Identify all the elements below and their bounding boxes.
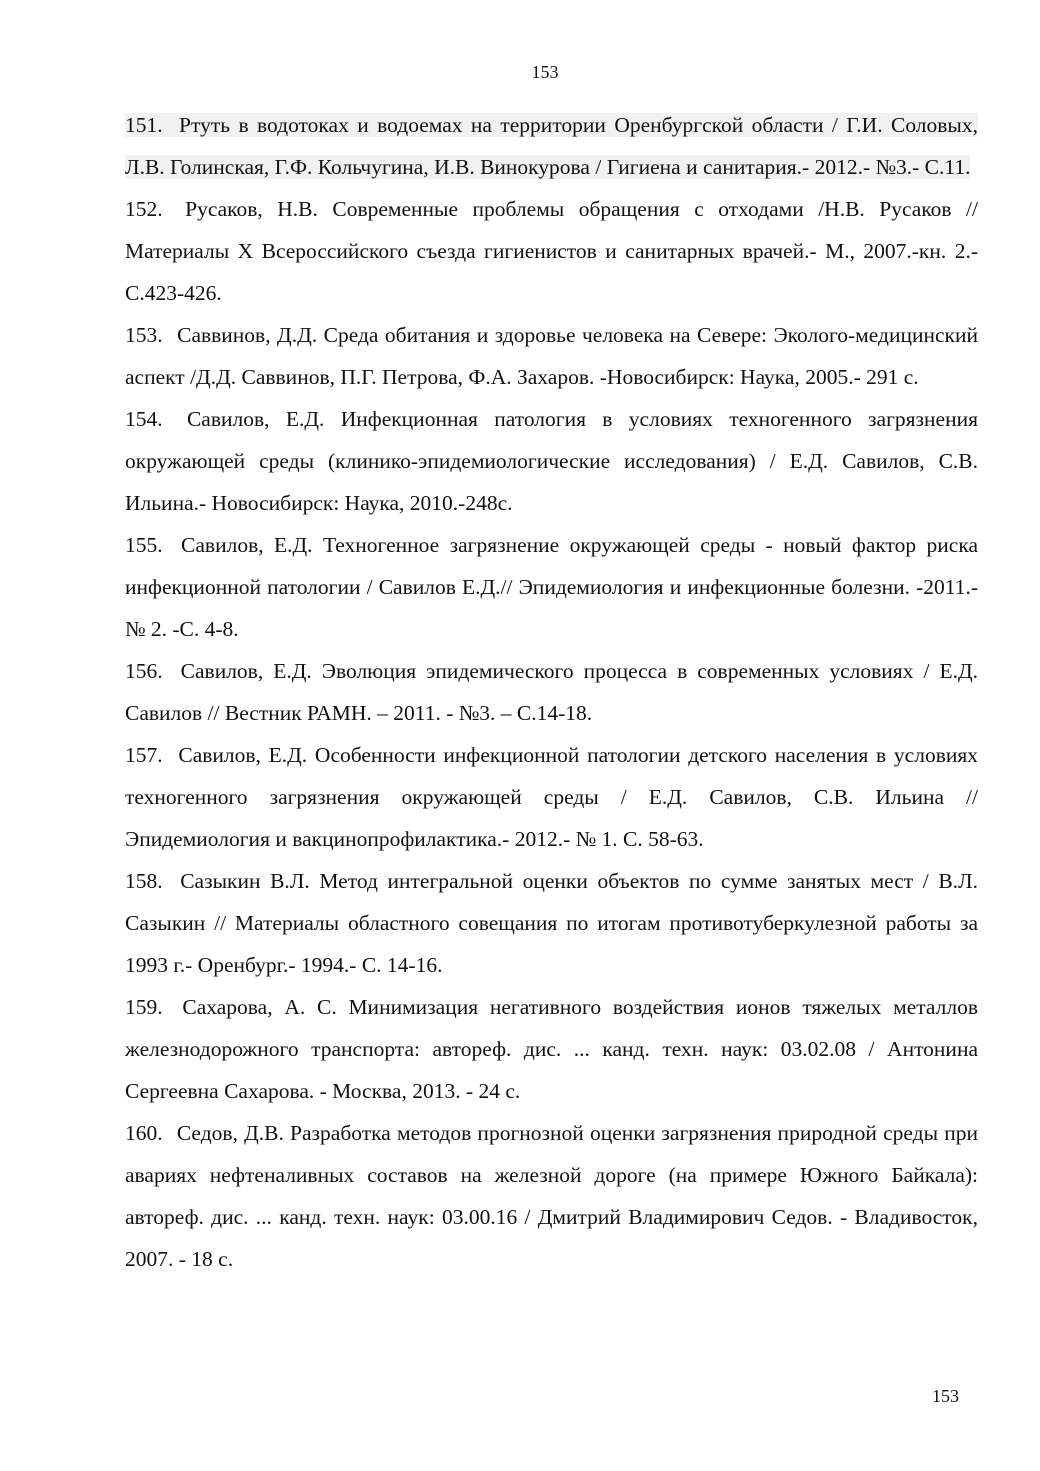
bibliography-entry-154 [125, 398, 978, 524]
bibliography-entry-157 [125, 734, 978, 860]
entry-number: 151. [125, 113, 163, 137]
entry-number: 154. [125, 407, 163, 431]
entry-number: 158. [125, 869, 163, 893]
entry-text: Русаков, Н.В. Современные проблемы обращения с отходами /Н.В. Русаков // Материалы X Всероссийского съезда гигиенистов и санитарных врачей.- М., 2007.-кн. 2.- С.423-426. [125, 197, 979, 305]
entry-number: 153. [125, 323, 163, 347]
entry-text: Савилов, Е.Д. Инфекционная патология в условиях техногенного загрязнения окружающей среды (клинико-эпидемиологические исследования) / Е.Д. Савилов, С.В. Ильина.- Новосибирск: Наука, 2010.-248с. [125, 407, 978, 515]
entry-number: 160. [125, 1121, 163, 1145]
entry-number: 156. [125, 659, 163, 683]
entry-text: Савилов, Е.Д. Особенности инфекционной патологии детского населения в условиях техногенного загрязнения окружающей среды / Е.Д. Савилов, С.В. Ильина // Эпидемиология и вакцинопрофилактика.- 2012.- № 1. С. 58-63. [125, 743, 978, 851]
entry-text: Ртуть в водотоках и водоемах на территории Оренбургской области / Г.И. Соловых, Л.В. Голинская, Г.Ф. Кольчугина, И.В. Винокурова / Гигиена и санитария.- 2012.- №3.- С.11. [125, 113, 978, 179]
entry-text: Сахарова, А. С. Минимизация негативного воздействия ионов тяжелых металлов железнодорожного транспорта: автореф. дис. ... канд. техн. наук: 03.02.08 / Антонина Сергеевна Сахарова. - Москва, 2013. - 24 с. [125, 995, 979, 1103]
entry-text: Седов, Д.В. Разработка методов прогнозной оценки загрязнения природной среды при авариях нефтеналивных составов на железной дороге (на примере Южного Байкала): автореф. дис. ... канд. техн. наук: 03.00.16 / Дмитрий Владимирович Седов. - Владивосток, 2007. - 18 с. [125, 1121, 978, 1271]
bibliography-entry-158 [125, 860, 978, 986]
bibliography-list [125, 104, 978, 1280]
entry-number: 152. [125, 197, 163, 221]
bibliography-entry-160 [125, 1112, 978, 1280]
bibliography-entry-155 [125, 524, 978, 650]
entry-number: 159. [125, 995, 163, 1019]
page-number-top: 153 [531, 62, 559, 82]
entry-text: Савилов, Е.Д. Техногенное загрязнение окружающей среды - новый фактор риска инфекционной патологии / Савилов Е.Д.// Эпидемиология и инфекционные болезни. -2011.- № 2. -С. 4-8. [125, 533, 979, 641]
entry-number: 155. [125, 533, 163, 557]
bibliography-entry-156 [125, 650, 978, 734]
entry-text: Саввинов, Д.Д. Среда обитания и здоровье человека на Севере: Эколого-медицинский аспект /Д.Д. Саввинов, П.Г. Петрова, Ф.А. Захаров. -Новосибирск: Наука, 2005.- 291 с. [125, 323, 979, 389]
bibliography-entry-151 [125, 104, 978, 188]
page-number-bottom: 153 [932, 1386, 959, 1406]
entry-text: Савилов, Е.Д. Эволюция эпидемического процесса в современных условиях / Е.Д. Савилов // Вестник РАМН. – 2011. - №3. – С.14-18. [125, 659, 979, 725]
bibliography-entry-152 [125, 188, 978, 314]
bibliography-entry-153 [125, 314, 978, 398]
entry-text: Сазыкин В.Л. Метод интегральной оценки объектов по сумме занятых мест / В.Л. Сазыкин // Материалы областного совещания по итогам противотуберкулезной работы за 1993 г.- Оренбург.- 1994.- С. 14-16. [125, 869, 979, 977]
entry-number: 157. [125, 743, 163, 767]
entry-highlight [125, 113, 978, 179]
bibliography-entry-159 [125, 986, 978, 1112]
